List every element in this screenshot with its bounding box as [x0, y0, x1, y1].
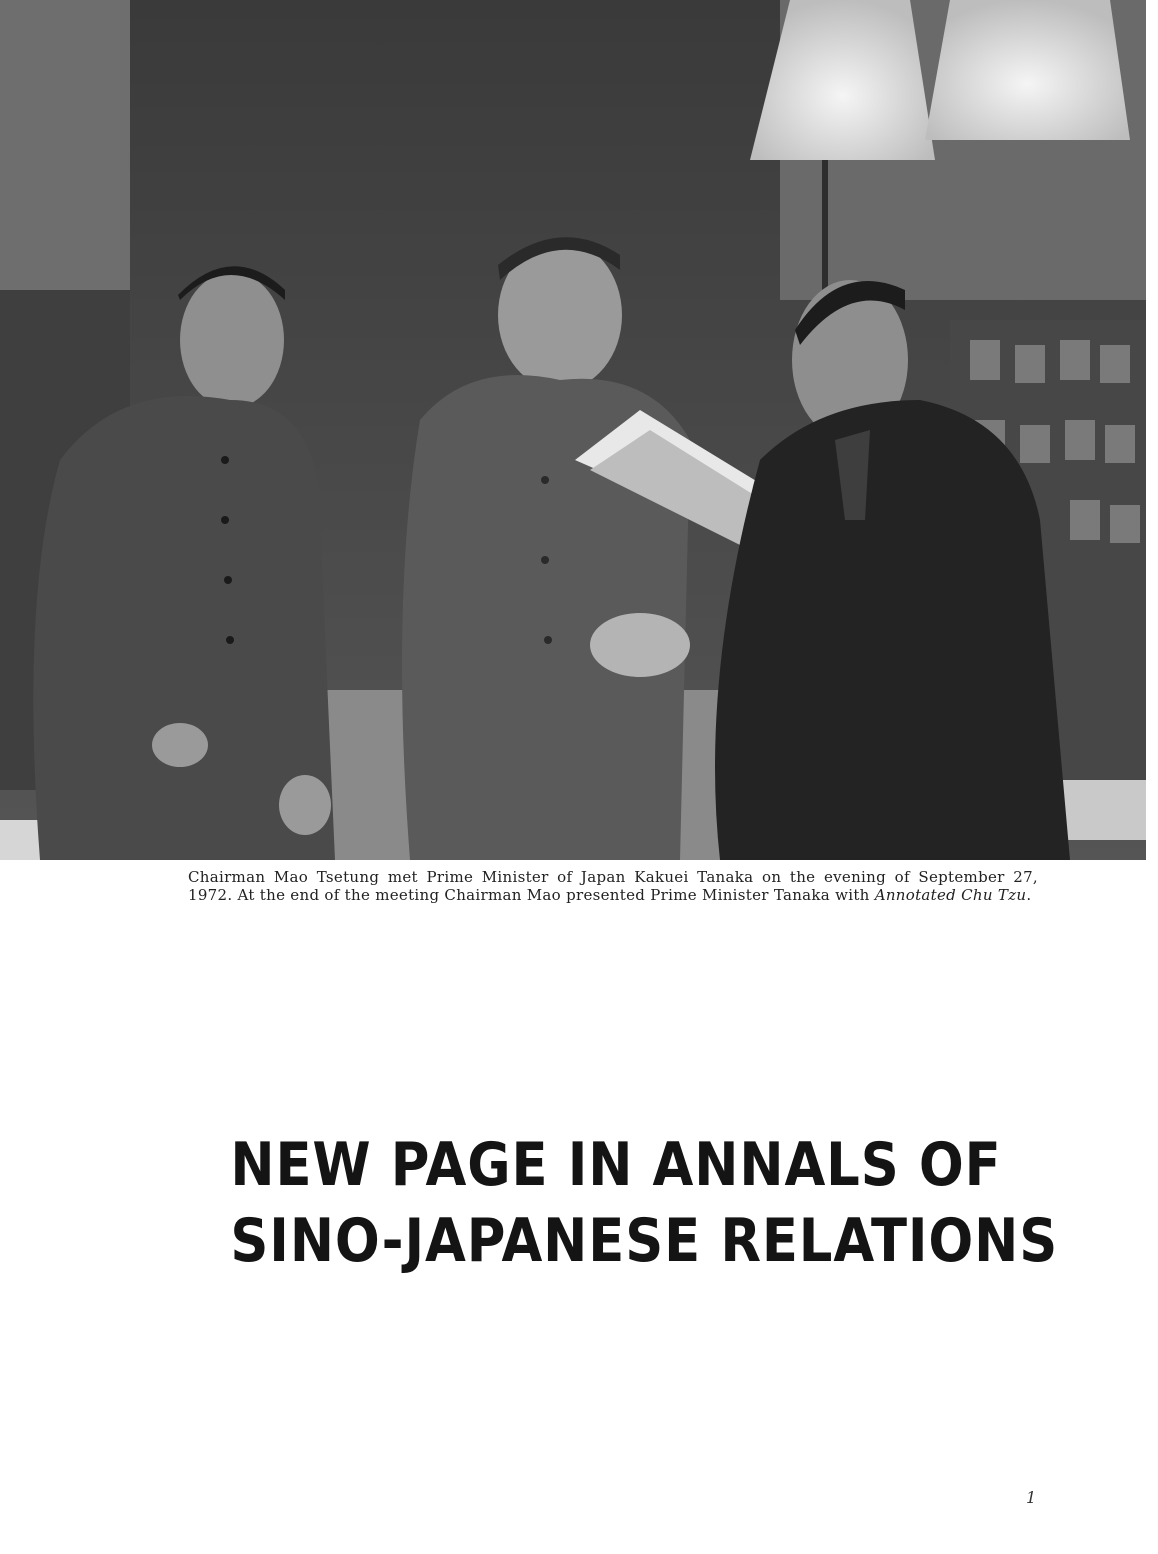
- photo-caption: [188, 868, 1038, 904]
- caption-line-2-text: 1972. At the end of the meeting Chairman Mao presented Prime Minister Tanaka with: [188, 886, 875, 904]
- caption-line-1: Chairman Mao Tsetung met Prime Minister of Japan Kakuei Tanaka on the evening of September 27,: [188, 868, 1038, 886]
- caption-book-title: Annotated Chu Tzu: [874, 886, 1027, 904]
- headline-line-1: NEW PAGE IN ANNALS OF: [230, 1130, 1002, 1200]
- article-headline: [230, 1127, 1059, 1279]
- headline-line-2: SINO-JAPANESE RELATIONS: [230, 1206, 1059, 1276]
- caption-line-2: [188, 886, 1038, 904]
- caption-line-2-end: .: [1026, 886, 1032, 904]
- page-number: 1: [1026, 1488, 1037, 1507]
